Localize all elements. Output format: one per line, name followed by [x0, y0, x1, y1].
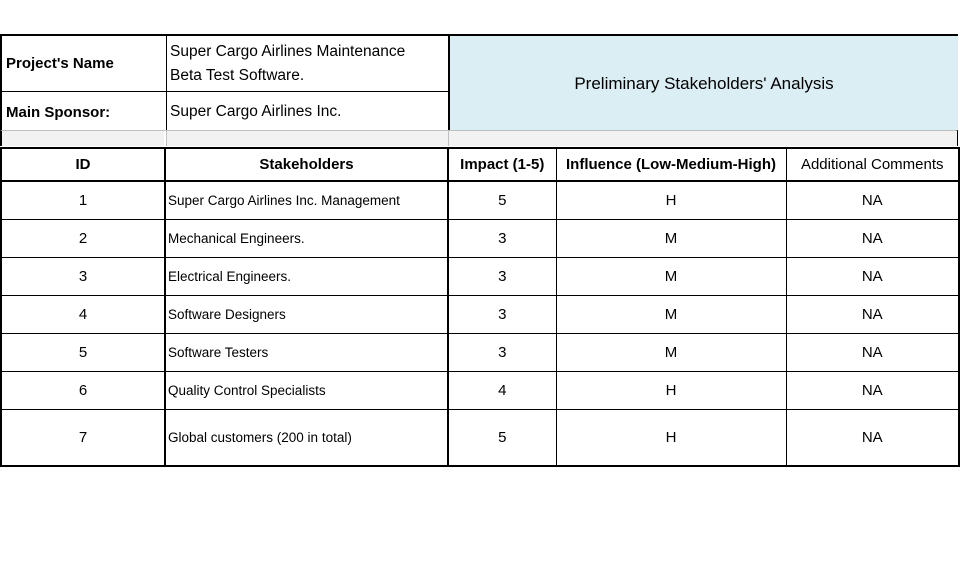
- column-header-impact: Impact (1-5): [448, 148, 556, 181]
- cell-influence[interactable]: H: [556, 371, 786, 409]
- cell-comments[interactable]: NA: [786, 181, 959, 219]
- cell-stakeholder[interactable]: Quality Control Specialists: [165, 371, 448, 409]
- cell-stakeholder[interactable]: Electrical Engineers.: [165, 257, 448, 295]
- cell-comments[interactable]: NA: [786, 371, 959, 409]
- cell-influence[interactable]: M: [556, 219, 786, 257]
- cell-impact[interactable]: 5: [448, 409, 556, 466]
- table-row: [1, 219, 959, 257]
- cell-id[interactable]: 1: [1, 181, 165, 219]
- cell-comments[interactable]: NA: [786, 219, 959, 257]
- cell-comments[interactable]: NA: [786, 257, 959, 295]
- cell-stakeholder[interactable]: Super Cargo Airlines Inc. Management: [165, 181, 448, 219]
- column-header-comments: Additional Comments: [786, 148, 959, 181]
- cell-impact[interactable]: 5: [448, 181, 556, 219]
- project-name-value[interactable]: [166, 36, 449, 92]
- column-header-influence: Influence (Low-Medium-High): [556, 148, 786, 181]
- main-sponsor-value[interactable]: Super Cargo Airlines Inc.: [166, 92, 449, 132]
- cell-impact[interactable]: 3: [448, 257, 556, 295]
- project-name-label: Project's Name: [2, 36, 166, 92]
- cell-id[interactable]: 4: [1, 295, 165, 333]
- cell-id[interactable]: 7: [1, 409, 165, 466]
- cell-comments[interactable]: NA: [786, 409, 959, 466]
- cell-influence[interactable]: H: [556, 409, 786, 466]
- table-header-row: [1, 148, 959, 181]
- main-sponsor-label: Main Sponsor:: [6, 103, 111, 121]
- project-header: [0, 34, 958, 132]
- project-name-line-2: Beta Test Software.: [170, 67, 305, 84]
- cell-influence[interactable]: M: [556, 295, 786, 333]
- column-header-stakeholders: Stakeholders: [165, 148, 448, 181]
- column-header-id: ID: [1, 148, 165, 181]
- cell-stakeholder[interactable]: Software Testers: [165, 333, 448, 371]
- spacer-cell: [448, 131, 957, 146]
- cell-stakeholder[interactable]: Mechanical Engineers.: [165, 219, 448, 257]
- project-name-line-1: Super Cargo Airlines Maintenance: [170, 43, 406, 60]
- table-row: [1, 409, 959, 466]
- cell-impact[interactable]: 3: [448, 295, 556, 333]
- cell-stakeholder[interactable]: Global customers (200 in total): [165, 409, 448, 466]
- table-row: [1, 295, 959, 333]
- stakeholder-table: [0, 147, 960, 467]
- spacer-cell: [166, 131, 448, 146]
- cell-id[interactable]: 3: [1, 257, 165, 295]
- cell-influence[interactable]: M: [556, 333, 786, 371]
- cell-influence[interactable]: M: [556, 257, 786, 295]
- cell-id[interactable]: 6: [1, 371, 165, 409]
- cell-id[interactable]: 5: [1, 333, 165, 371]
- table-row: [1, 371, 959, 409]
- analysis-title-banner: Preliminary Stakeholders' Analysis: [448, 36, 958, 132]
- table-row: [1, 257, 959, 295]
- cell-impact[interactable]: 3: [448, 219, 556, 257]
- table-row: [1, 181, 959, 219]
- cell-impact[interactable]: 4: [448, 371, 556, 409]
- table-row: [1, 333, 959, 371]
- cell-impact[interactable]: 3: [448, 333, 556, 371]
- cell-id[interactable]: 2: [1, 219, 165, 257]
- cell-comments[interactable]: NA: [786, 295, 959, 333]
- spacer-row: [0, 130, 958, 146]
- cell-influence[interactable]: H: [556, 181, 786, 219]
- cell-stakeholder[interactable]: Software Designers: [165, 295, 448, 333]
- spacer-cell: [2, 131, 164, 146]
- cell-comments[interactable]: NA: [786, 333, 959, 371]
